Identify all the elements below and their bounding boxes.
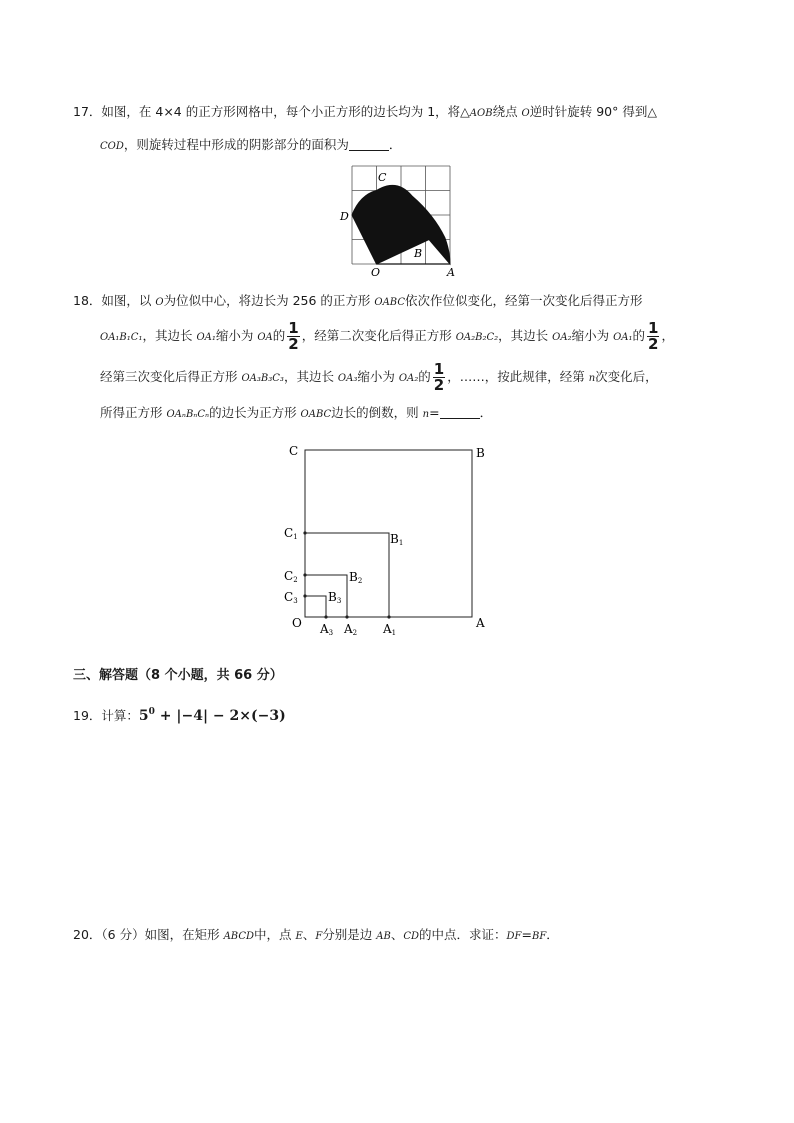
label-B: B xyxy=(414,247,423,260)
label-B1: B1 xyxy=(390,532,404,547)
section-heading: 三、解答题（8 个小题，共 66 分） xyxy=(73,668,283,683)
square-OA3B3C3 xyxy=(305,596,326,617)
q18-line-4: 所得正方形 OAₙBₙCₙ的边长为正方形 OABC边长的倒数，则 n= ． xyxy=(100,405,493,420)
q18-line-1: 18．如图，以 O为位似中心，将边长为 256 的正方形 OABC依次作位似变化，经第一次变化后得正方形 xyxy=(73,293,643,308)
q18-line-3: 经第三次变化后得正方形 OA₃B₃C₃，其边长 OA₃缩小为 OA₂的 $\frac{1}{2}$ ，……，按此规律，经第 n次变化后， xyxy=(100,360,658,394)
label-C: C xyxy=(289,444,299,458)
label-O: O xyxy=(292,616,302,630)
q18-figure xyxy=(280,440,500,645)
label-B3: B3 xyxy=(328,590,342,605)
q18-line-2: OA₁B₁C₁，其边长 OA₁缩小为 OA的 $\frac{1}{2}$ ，经第二次变化后得正方形 OA₂B₂C₂，其边长 OA₂缩小为 OA₁的 $\frac{1}{2}$ ， xyxy=(100,319,674,353)
label-A3: A3 xyxy=(320,622,334,637)
label-O: O xyxy=(371,266,381,279)
answer-blank[interactable] xyxy=(349,139,389,151)
label-D: D xyxy=(340,210,349,223)
label-C2: C2 xyxy=(284,569,298,584)
q17-figure xyxy=(335,160,465,280)
q20-line: 20．（6 分）如图，在矩形 ABCD中，点 E、F分别是边 AB、CD的中点．求证：DF=BF． xyxy=(73,927,559,942)
shaded-region xyxy=(352,185,450,264)
q19-expression: $5^0 + |-4| - 2\times(-3)$ xyxy=(138,707,286,724)
label-B2: B2 xyxy=(349,570,363,585)
label-A: A xyxy=(476,616,485,630)
q19-line: 19．计算：$5^0 + |-4| - 2\times(-3)$ xyxy=(73,707,286,724)
label-B: B xyxy=(476,446,485,460)
label-A2: A2 xyxy=(344,622,358,637)
label-A1: A1 xyxy=(383,622,397,637)
q17-line-2: COD，则旋转过程中形成的阴影部分的面积为 ． xyxy=(100,137,402,152)
fraction-half: $\frac{1}{2}$ xyxy=(433,360,445,394)
label-C3: C3 xyxy=(284,590,298,605)
label-C1: C1 xyxy=(284,526,298,541)
answer-blank[interactable] xyxy=(440,407,480,419)
label-A: A xyxy=(447,266,455,279)
q17-line-1: 17．如图，在 4×4 的正方形网格中，每个小正方形的边长均为 1，将△AOB绕点 O逆时针旋转 90° 得到△ xyxy=(73,104,657,119)
label-C: C xyxy=(378,171,387,184)
fraction-half: $\frac{1}{2}$ xyxy=(648,319,659,353)
fraction-half: $\frac{1}{2}$ xyxy=(288,319,299,353)
